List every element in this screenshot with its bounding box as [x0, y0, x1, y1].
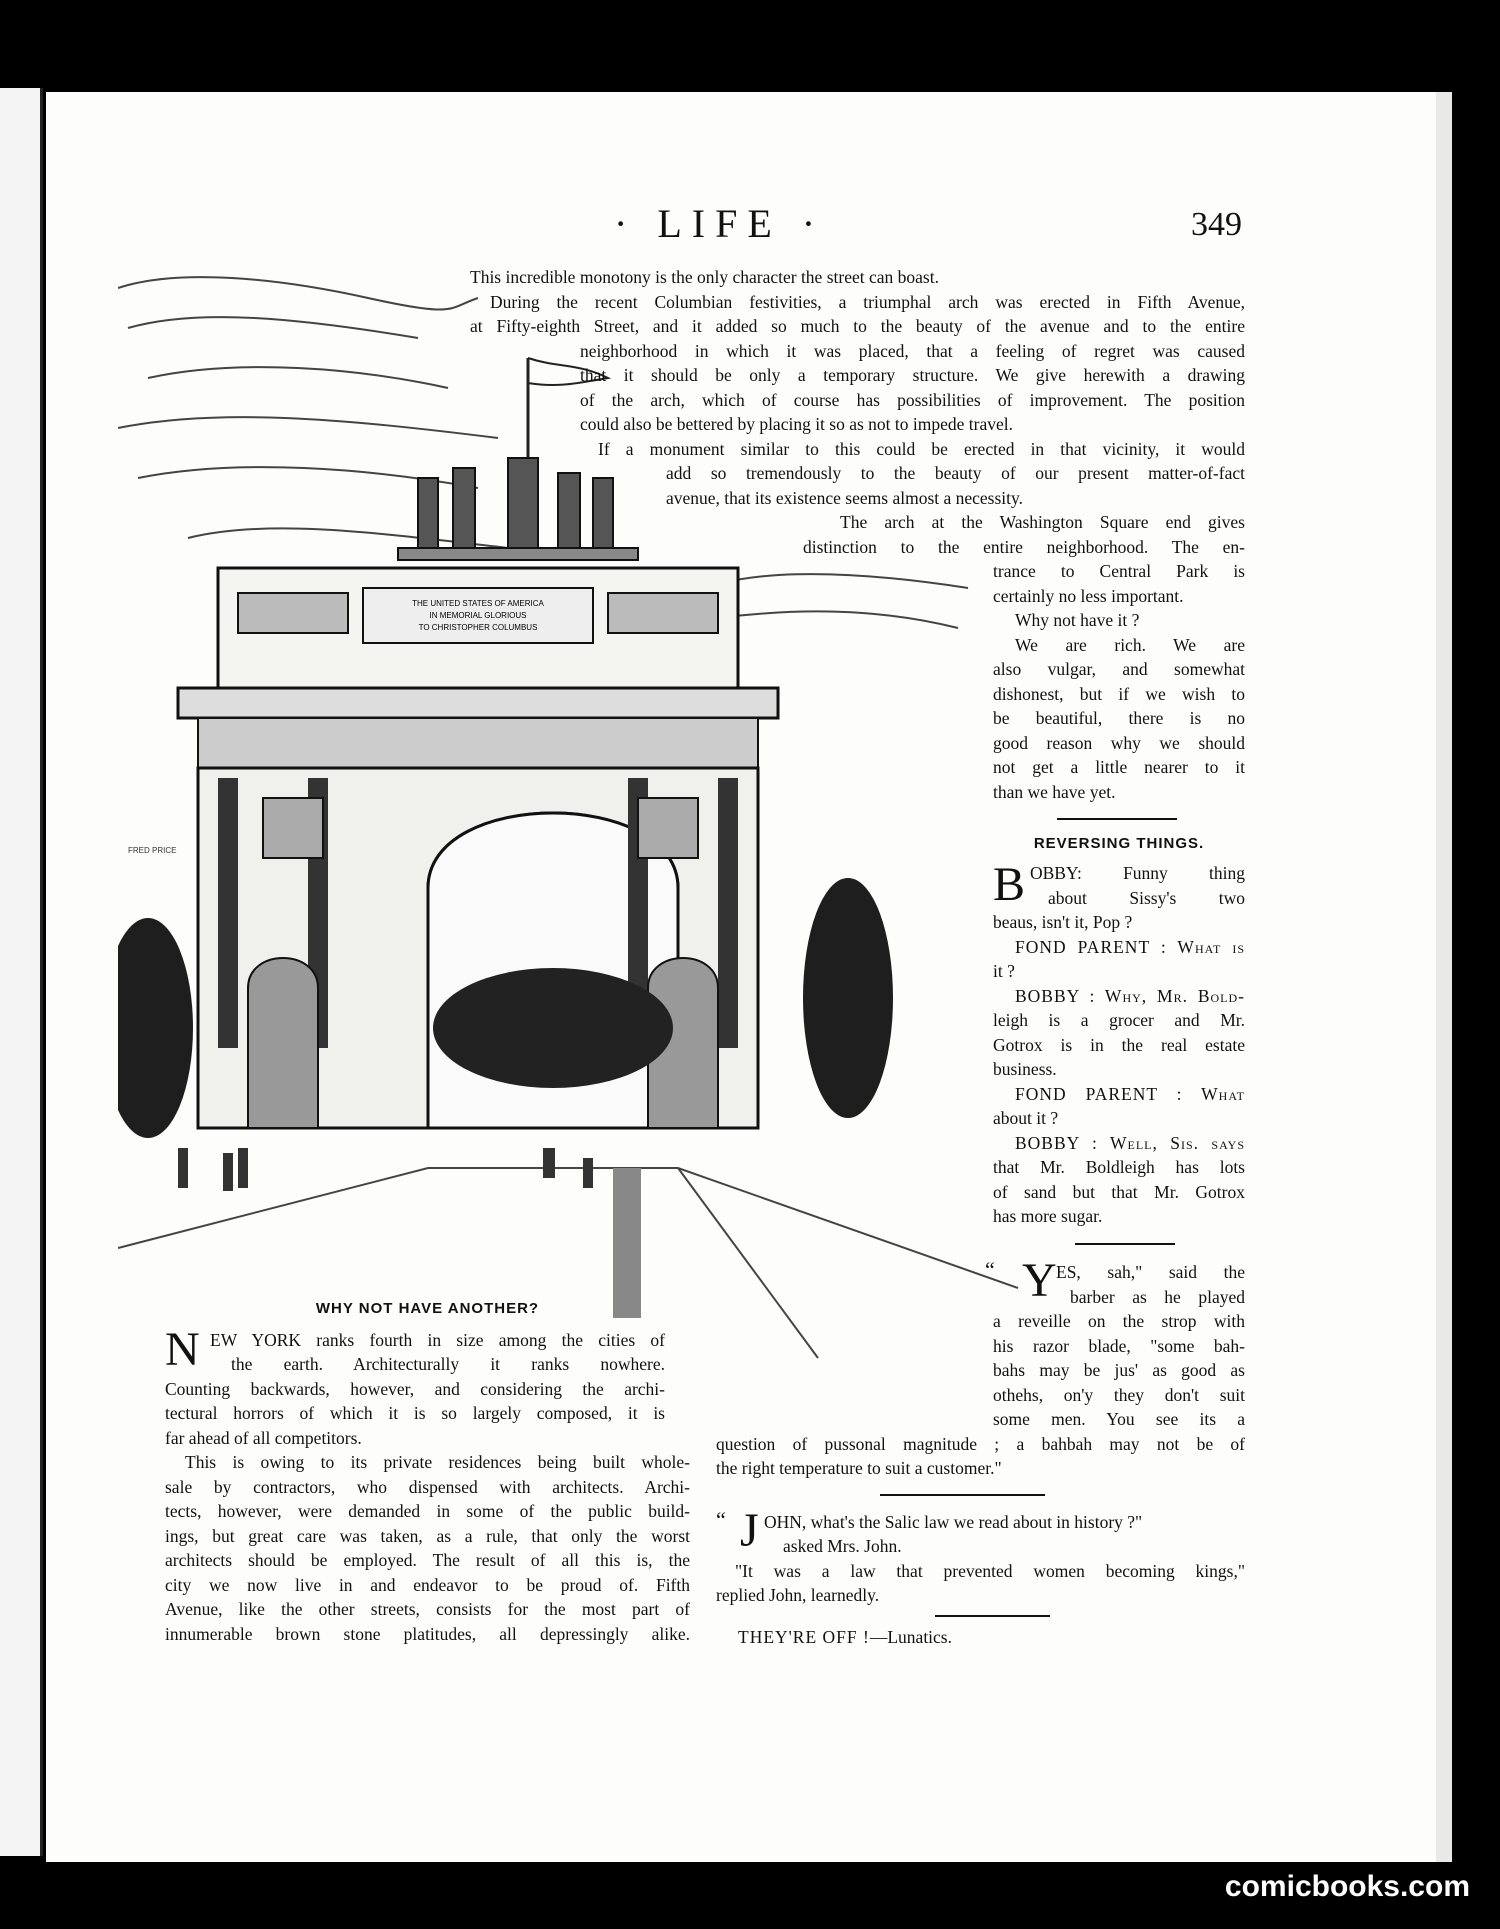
- text-line: This incredible monotony is the only character the street can boast.: [470, 267, 939, 287]
- text-line: FOND PARENT : What: [1015, 1084, 1245, 1104]
- text-line: not get a little nearer to it: [993, 757, 1245, 777]
- text-line: Counting backwards, however, and considering the archi-: [165, 1379, 665, 1399]
- text-line: Avenue, like the other streets, consists for the most part of: [165, 1599, 690, 1619]
- text-line: the right temperature to suit a customer.": [716, 1458, 1002, 1478]
- theyre-off-joke: [738, 1627, 952, 1648]
- text-line: tectural horrors of which it is so largely composed, it is: [165, 1403, 665, 1423]
- text-line: sale by contractors, who dispensed with architects. Archi-: [165, 1477, 690, 1497]
- text-line: BOBBY : Well, Sis. says: [1015, 1133, 1245, 1153]
- text-line: that Mr. Boldleigh has lots: [993, 1157, 1245, 1177]
- text-line: has more sugar.: [993, 1206, 1103, 1226]
- text-line: some men. You see its a: [993, 1409, 1245, 1429]
- divider-rule: [1057, 818, 1177, 820]
- divider-rule: [880, 1494, 1045, 1496]
- relief-right: [638, 798, 698, 858]
- text-line: beaus, isn't it, Pop ?: [993, 912, 1133, 932]
- text-line: BOBBY : Why, Mr. Bold-: [1015, 986, 1245, 1006]
- relief-left: [263, 798, 323, 858]
- text-line: Gotrox is in the real estate: [993, 1035, 1245, 1055]
- text-line: othehs, on'y they don't suit: [993, 1385, 1245, 1405]
- theyre-off-caption: THEY'RE OFF !: [738, 1627, 870, 1647]
- attic-relief-right: [608, 593, 718, 633]
- text-line: EW YORK ranks fourth in size among the cities of: [210, 1330, 665, 1350]
- text-line: also vulgar, and somewhat: [993, 659, 1245, 679]
- text-line: about it ?: [993, 1108, 1059, 1128]
- open-quote: “: [985, 1257, 995, 1282]
- dropcap-y: Y: [1022, 1254, 1057, 1307]
- arch-cornice: [178, 688, 778, 718]
- text-line: about Sissy's two: [1048, 888, 1245, 908]
- attic-relief-left: [238, 593, 348, 633]
- text-line: "It was a law that prevented women becoming kings,": [735, 1561, 1245, 1581]
- text-line: FOND PARENT : What is: [1015, 937, 1245, 957]
- text-line: bahs may be jus' as good as: [993, 1360, 1245, 1380]
- divider-rule: [1075, 1243, 1175, 1245]
- reversing-things-heading: REVERSING THINGS.: [1033, 835, 1205, 852]
- text-line: The arch at the Washington Square end gives: [840, 512, 1245, 532]
- left-page-edge: [40, 88, 43, 1856]
- text-line: innumerable brown stone platitudes, all depressingly alike.: [165, 1624, 690, 1644]
- text-line: his razor blade, "some bah-: [993, 1336, 1245, 1356]
- text-line: dishonest, but if we wish to: [993, 684, 1245, 704]
- text-line: trance to Central Park is: [993, 561, 1245, 581]
- niche-left: [248, 958, 318, 1128]
- text-line: at Fifty-eighth Street, and it added so much to the beauty of the avenue and to the entire: [470, 316, 1245, 336]
- text-line: could also be bettered by placing it so as not to impede travel.: [580, 414, 1014, 434]
- text-line: a reveille on the strop with: [993, 1311, 1245, 1331]
- text-line: leigh is a grocer and Mr.: [993, 1010, 1245, 1030]
- text-line: neighborhood in which it was placed, that a feeling of regret was caused: [580, 341, 1245, 361]
- text-line: asked Mrs. John.: [783, 1536, 902, 1556]
- text-line: During the recent Columbian festivities, a triumphal arch was erected in Fifth Avenue,: [490, 292, 1245, 312]
- why-not-heading: WHY NOT HAVE ANOTHER?: [315, 1300, 540, 1317]
- text-line: This is owing to its private residences being built whole-: [185, 1452, 690, 1472]
- text-line: ings, but great care was taken, as a rule, that only the worst: [165, 1526, 690, 1546]
- divider-rule: [935, 1615, 1050, 1617]
- text-line: far ahead of all competitors.: [165, 1428, 362, 1448]
- text-line: that it should be only a temporary structure. We give herewith a drawing: [580, 365, 1245, 385]
- text-line: OBBY: Funny thing: [1030, 863, 1245, 883]
- page-edge: [1436, 92, 1452, 1862]
- text-line: If a monument similar to this could be erected in that vicinity, it would: [598, 439, 1245, 459]
- masthead-title: · LIFE ·: [614, 201, 826, 246]
- artist-signature: FRED PRICE: [128, 846, 177, 855]
- text-line: be beautiful, there is no: [993, 708, 1245, 728]
- text-line: the earth. Architecturally it ranks nowhere.: [231, 1354, 665, 1374]
- text-line: of the arch, which of course has possibilities of improvement. The position: [580, 390, 1245, 410]
- arch-inscription-line-2: IN MEMORIAL GLORIOUS: [429, 611, 527, 620]
- text-line: city we now live in and endeavor to be proud of. Fifth: [165, 1575, 690, 1595]
- text-line: of sand but that Mr. Gotrox: [993, 1182, 1245, 1202]
- arch-inscription-line-1: THE UNITED STATES OF AMERICA: [412, 599, 544, 608]
- dropcap-b: B: [993, 858, 1026, 911]
- trees-through-arch: [433, 968, 673, 1088]
- text-line: business.: [993, 1059, 1057, 1079]
- dropcap-n: N: [165, 1323, 200, 1376]
- arch-frieze: [198, 718, 758, 768]
- open-quote: “: [716, 1507, 726, 1532]
- text-line: good reason why we should: [993, 733, 1245, 753]
- text-line: barber as he played: [1070, 1287, 1245, 1307]
- text-line: than we have yet.: [993, 782, 1116, 802]
- text-line: avenue, that its existence seems almost a necessity.: [666, 488, 1024, 508]
- text-line: certainly no less important.: [993, 586, 1184, 606]
- page-number: 349: [1191, 206, 1242, 243]
- statue-group: [398, 458, 638, 560]
- text-line: architects should be employed. The result of all this is, the: [165, 1550, 690, 1570]
- text-line: ES, sah," said the: [1056, 1262, 1245, 1282]
- left-page-margin: [0, 88, 42, 1856]
- text-line: it ?: [993, 961, 1015, 981]
- text-line: add so tremendously to the beauty of our present matter-of-fact: [666, 463, 1245, 483]
- dropcap-j: J: [740, 1504, 759, 1557]
- text-line: OHN, what's the Salic law we read about in history ?": [764, 1512, 1143, 1532]
- text-line: We are rich. We are: [1015, 635, 1245, 655]
- text-line: Why not have it ?: [1015, 610, 1140, 630]
- watermark: comicbooks.com: [1224, 1870, 1470, 1903]
- text-line: replied John, learnedly.: [716, 1585, 880, 1605]
- text-line: distinction to the entire neighborhood. The en-: [803, 537, 1245, 557]
- text-line: tects, however, were demanded in some of the public build-: [165, 1501, 690, 1521]
- arch-inscription-line-3: TO CHRISTOPHER COLUMBUS: [418, 623, 538, 632]
- theyre-off-text: —Lunatics.: [869, 1627, 952, 1647]
- text-line: question of pussonal magnitude ; a bahbah may not be of: [716, 1434, 1245, 1454]
